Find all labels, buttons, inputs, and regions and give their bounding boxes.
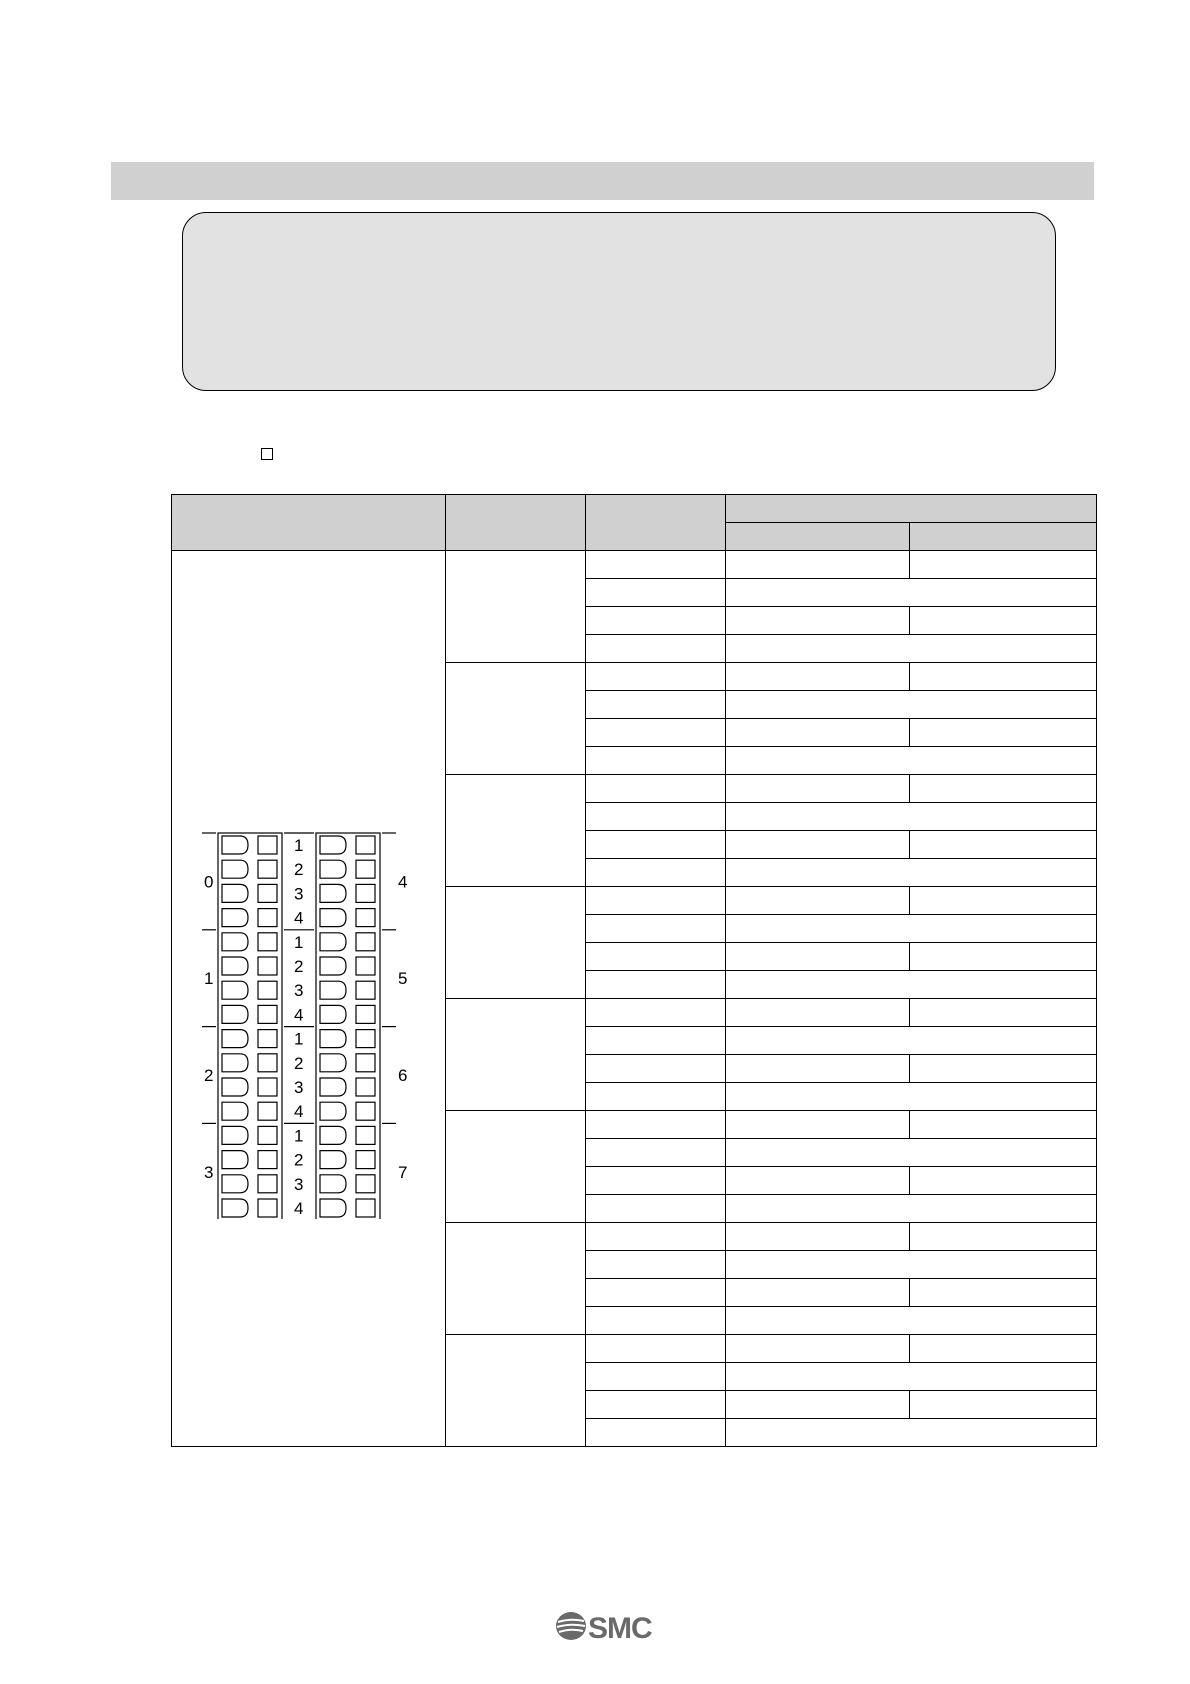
signal-cell-merged <box>726 635 1097 663</box>
signal-cell-b <box>910 1391 1097 1419</box>
terminal-lever <box>222 1102 248 1120</box>
terminal-lever <box>222 1005 248 1023</box>
signal-cell-a <box>726 663 910 691</box>
table-row <box>172 551 1097 579</box>
terminal-lever <box>320 1102 346 1120</box>
pin-cell <box>586 1083 726 1111</box>
pin-cell <box>586 887 726 915</box>
block-number-right: 6 <box>398 1066 408 1085</box>
terminal-slot <box>258 1126 277 1144</box>
connector-group-cell <box>446 887 586 999</box>
terminal-slot <box>258 909 277 927</box>
pin-cell <box>586 943 726 971</box>
table-header-row <box>172 495 1097 523</box>
terminal-lever <box>320 909 346 927</box>
header-cell-diagram <box>172 495 446 551</box>
pin-number-label: 1 <box>294 932 304 952</box>
signal-cell-merged <box>726 1363 1097 1391</box>
connector-group-cell <box>446 1111 586 1223</box>
terminal-slot <box>356 1126 375 1144</box>
terminal-slot <box>258 1151 277 1169</box>
block-number-right: 4 <box>398 872 408 892</box>
pin-cell <box>586 1363 726 1391</box>
signal-cell-a <box>726 1223 910 1251</box>
signal-cell-merged <box>726 1139 1097 1167</box>
pin-cell <box>586 1391 726 1419</box>
signal-cell-a <box>726 1391 910 1419</box>
signal-cell-b <box>910 607 1097 635</box>
pin-cell <box>586 1335 726 1363</box>
signal-cell-a <box>726 1279 910 1307</box>
pin-cell <box>586 803 726 831</box>
pin-number-label: 1 <box>294 1029 304 1049</box>
block-number-left: 2 <box>204 1066 214 1085</box>
signal-cell-b <box>910 719 1097 747</box>
terminal-slot <box>356 909 375 927</box>
pin-cell <box>586 859 726 887</box>
block-number-right: 5 <box>398 969 408 989</box>
pin-cell <box>586 1139 726 1167</box>
terminal-slot <box>258 1199 277 1217</box>
terminal-lever <box>320 884 346 902</box>
terminal-slot <box>258 1005 277 1023</box>
pin-cell <box>586 1111 726 1139</box>
signal-cell-merged <box>726 1195 1097 1223</box>
signal-cell-merged <box>726 1027 1097 1055</box>
terminal-lever <box>222 1151 248 1169</box>
pin-cell <box>586 1419 726 1447</box>
pin-cell <box>586 747 726 775</box>
signal-cell-b <box>910 1223 1097 1251</box>
signal-cell-a <box>726 1167 910 1195</box>
signal-cell-merged <box>726 803 1097 831</box>
signal-cell-a <box>726 607 910 635</box>
signal-cell-a <box>726 943 910 971</box>
pin-cell <box>586 971 726 999</box>
signal-cell-a <box>726 831 910 859</box>
pin-number-label: 2 <box>294 1053 304 1073</box>
pin-cell <box>586 719 726 747</box>
signal-cell-b <box>910 1055 1097 1083</box>
terminal-lever <box>320 1151 346 1169</box>
terminal-lever <box>222 860 248 878</box>
smc-swoosh-icon <box>556 1612 586 1640</box>
header-cell-connector <box>446 495 586 551</box>
signal-cell-merged <box>726 915 1097 943</box>
signal-cell-merged <box>726 859 1097 887</box>
connector-group-cell <box>446 1335 586 1447</box>
pin-cell <box>586 1223 726 1251</box>
terminal-slot <box>258 1078 277 1096</box>
terminal-slot <box>356 884 375 902</box>
connector-group-cell <box>446 551 586 663</box>
pin-cell <box>586 1307 726 1335</box>
pin-number-label: 4 <box>294 908 304 928</box>
logo-text: SMC <box>588 1612 652 1643</box>
pin-cell <box>586 999 726 1027</box>
pin-cell <box>586 663 726 691</box>
signal-cell-a <box>726 719 910 747</box>
pin-number-label: 4 <box>294 1102 304 1122</box>
terminal-lever <box>222 909 248 927</box>
header-cell-group <box>726 495 1097 523</box>
pin-cell <box>586 551 726 579</box>
terminal-slot <box>258 884 277 902</box>
pin-number-label: 2 <box>294 860 304 880</box>
pin-cell <box>586 691 726 719</box>
header-cell-pin <box>586 495 726 551</box>
terminal-slot <box>258 1175 277 1193</box>
connector-pin-table <box>171 494 1097 1447</box>
signal-cell-merged <box>726 747 1097 775</box>
connector-diagram-cell <box>172 551 446 1447</box>
terminal-lever <box>222 836 248 854</box>
block-number-left: 3 <box>204 1162 214 1182</box>
signal-cell-merged <box>726 1083 1097 1111</box>
terminal-lever <box>222 1126 248 1144</box>
note-box <box>182 212 1056 391</box>
pin-cell <box>586 635 726 663</box>
signal-cell-merged <box>726 1307 1097 1335</box>
signal-cell-b <box>910 887 1097 915</box>
signal-cell-a <box>726 551 910 579</box>
terminal-lever <box>320 981 346 999</box>
signal-cell-b <box>910 1335 1097 1363</box>
terminal-slot <box>356 1078 375 1096</box>
terminal-lever <box>222 1199 248 1217</box>
terminal-slot <box>258 1054 277 1072</box>
terminal-slot <box>356 836 375 854</box>
signal-cell-a <box>726 1335 910 1363</box>
pin-cell <box>586 1055 726 1083</box>
terminal-slot <box>356 1175 375 1193</box>
terminal-lever <box>320 1005 346 1023</box>
terminal-slot <box>356 933 375 951</box>
signal-cell-a <box>726 775 910 803</box>
pin-cell <box>586 607 726 635</box>
terminal-slot <box>356 1030 375 1048</box>
pin-cell <box>586 1251 726 1279</box>
pin-number-label: 3 <box>294 981 304 1001</box>
terminal-slot <box>258 933 277 951</box>
terminal-lever <box>320 860 346 878</box>
terminal-lever <box>222 1078 248 1096</box>
pin-number-label: 4 <box>294 1005 304 1025</box>
terminal-lever <box>222 1054 248 1072</box>
pin-number-label: 3 <box>294 1078 304 1097</box>
signal-cell-a <box>726 999 910 1027</box>
pin-cell <box>586 579 726 607</box>
signal-cell-b <box>910 663 1097 691</box>
terminal-lever <box>222 884 248 902</box>
pin-number-label: 3 <box>294 1174 304 1194</box>
terminal-lever <box>320 1126 346 1144</box>
header-cell-sub-a <box>726 523 910 551</box>
block-number-left: 0 <box>204 872 214 892</box>
terminal-slot <box>356 1005 375 1023</box>
signal-cell-b <box>910 943 1097 971</box>
terminal-lever <box>320 836 346 854</box>
pin-number-label: 3 <box>294 884 304 904</box>
signal-cell-a <box>726 1111 910 1139</box>
terminal-lever <box>320 1030 346 1048</box>
signal-cell-b <box>910 1167 1097 1195</box>
pin-cell <box>586 915 726 943</box>
pin-cell <box>586 775 726 803</box>
terminal-lever <box>320 933 346 951</box>
connector-group-cell <box>446 663 586 775</box>
connector-group-cell <box>446 1223 586 1335</box>
terminal-slot <box>258 957 277 975</box>
terminal-lever <box>222 957 248 975</box>
signal-cell-merged <box>726 579 1097 607</box>
terminal-lever <box>320 1054 346 1072</box>
terminal-slot <box>258 860 277 878</box>
signal-cell-b <box>910 551 1097 579</box>
terminal-slot <box>258 836 277 854</box>
terminal-slot <box>356 860 375 878</box>
signal-cell-a <box>726 887 910 915</box>
terminal-lever <box>222 981 248 999</box>
signal-cell-merged <box>726 1419 1097 1447</box>
signal-cell-b <box>910 775 1097 803</box>
terminal-lever <box>320 957 346 975</box>
signal-cell-b <box>910 1111 1097 1139</box>
pin-number-label: 2 <box>294 957 304 976</box>
pin-number-label: 2 <box>294 1150 304 1170</box>
connector-group-cell <box>446 999 586 1111</box>
pin-cell <box>586 1167 726 1195</box>
terminal-slot <box>356 1151 375 1169</box>
pin-cell <box>586 831 726 859</box>
pin-cell <box>586 1195 726 1223</box>
terminal-slot <box>356 1199 375 1217</box>
pin-number-label: 4 <box>294 1199 304 1218</box>
terminal-slot <box>258 1030 277 1048</box>
terminal-lever <box>320 1078 346 1096</box>
terminal-slot <box>258 1102 277 1120</box>
terminal-slot <box>356 1054 375 1072</box>
header-cell-sub-b <box>910 523 1097 551</box>
signal-cell-merged <box>726 1251 1097 1279</box>
smc-logo <box>555 1609 655 1643</box>
pin-cell <box>586 1027 726 1055</box>
signal-cell-a <box>726 1055 910 1083</box>
terminal-lever <box>320 1175 346 1193</box>
terminal-block-diagram <box>200 829 420 1219</box>
terminal-slot <box>258 981 277 999</box>
terminal-lever <box>222 1175 248 1193</box>
terminal-lever <box>222 933 248 951</box>
pin-number-label: 1 <box>294 1126 304 1146</box>
section-title-bar <box>111 162 1094 200</box>
block-number-left: 1 <box>204 969 214 989</box>
signal-cell-b <box>910 1279 1097 1307</box>
terminal-slot <box>356 981 375 999</box>
signal-cell-merged <box>726 971 1097 999</box>
pin-cell <box>586 1279 726 1307</box>
connector-group-cell <box>446 775 586 887</box>
terminal-slot <box>356 1102 375 1120</box>
pin-number-label: 1 <box>294 836 304 855</box>
terminal-slot <box>356 957 375 975</box>
signal-cell-b <box>910 831 1097 859</box>
signal-cell-merged <box>726 691 1097 719</box>
block-number-right: 7 <box>398 1162 408 1182</box>
terminal-lever <box>222 1030 248 1048</box>
signal-cell-b <box>910 999 1097 1027</box>
checkbox-icon <box>261 448 273 460</box>
terminal-lever <box>320 1199 346 1217</box>
